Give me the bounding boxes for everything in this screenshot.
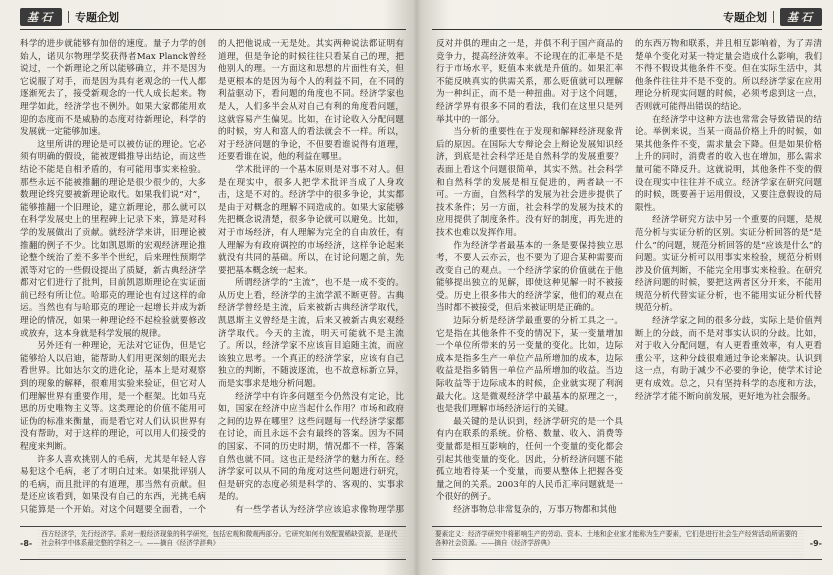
section-title: 专题企划 xyxy=(723,11,767,24)
body-paragraph: 这里所讲的理论是可以被仿证的理论。它必须有明确的假设，能被逻辑推导出结论，而这些结论不能是自相矛盾的，有可能用事实来检验。那些永远不能被推翻的理论是很少很少的，大多数理论终究要被新理论取代。如果我们说“对”，能够推翻一个旧理论，建立新理论，那么就可以在科学发展史上的里程碑上记录下来，算是对科学的发展做出了贡献。就经济学来讲，旧理论被推翻的例子不少。比如凯恩斯的宏观经济理论推论整个统治了差不多半个世纪，后来理性预期学派等对它的一些假设提出了质疑，新古典经济学都对它们进行了批判，目前凯恩斯理论在实证面前已经有所让位。哈耶克的理论也有过这样的命运。当然也有与哈耶克的理论一起增长并成为新理论的情况，如果一种理论经不起检验就要修改或放弃，这本身就是科学发展的规律。 xyxy=(20,139,206,339)
header-separator xyxy=(773,11,774,23)
body-paragraph: 的人把他说成一无是处。其实两种说法都证明有道理，但是争论的时候往往只看某自己的理，把他别人的理。一方面这和思想的片面性有关，但是更根本的是因为每个人的利益不同，在不同的利益驱动下，看问题的角度也不同。经济学家也是人，人们多半会从对自己有利的角度看问题，这就容易产生偏见。比如，在讨论收入分配问题的时候，穷人和富人的看法就会不一样。所以，对于经济问题的争论，不但要看谁说得有道理，还要看谁在说，他的利益在哪里。 xyxy=(218,39,404,163)
body-paragraph: 边际分析是经济学最重要的分析工具之一。它是指在其他条件不变的情况下，某一变量增加一个单位所带来的另一变量的变化。比如，边际成本是指多生产一单位产品所增加的成本，边际收益是指多销售一单位产品所增加的收益。当边际收益等于边际成本的时候，企业就实现了利润最大化。这是微观经济学中最基本的原理之一，也是我们理解市场经济运行的关键。 xyxy=(436,316,623,415)
right-page xyxy=(424,0,832,575)
body-paragraph: 学术批评的一个基本原则是对事不对人。但是在现实中，很多人把学术批评当成了人身攻击，这是不对的。经济学中的很多争论，其实都是由于对概念的理解不同造成的。如果大家能够先把概念说清楚，很多争论就可以避免。比如，对于市场经济，有人理解为完全的自由放任，有人理解为有政府调控的市场经济，这样争论起来就没有共同的基础。所以，在讨论问题之前，先要把基本概念统一起来。 xyxy=(218,164,404,276)
body-paragraph: 所谓经济学的“主流”，也不是一成不变的。从历史上看，经济学的主流学派不断更替。古典经济学曾经是主流，后来被新古典经济学取代，凯恩斯主义曾经是主流，后来又被新古典宏观经济学取代。今天的主流，明天可能就不是主流了。所以，经济学家不应该盲目追随主流，而应该独立思考。一个真正的经济学家，应该有自己独立的判断，不随波逐流，也不故意标新立异，而是实事求是地分析问题。 xyxy=(218,278,404,390)
header-rule xyxy=(20,29,406,30)
running-header xyxy=(723,8,822,26)
body-paragraph: 经济学家之间的很多分歧，实际上是价值判断上的分歧，而不是对事实认识的分歧。比如，对于收入分配问题，有人更看重效率，有人更看重公平，这种分歧很难通过争论来解决。认识到这一点，有助于减少不必要的争论，使学术讨论更有成效。总之，只有坚持科学的态度和方法，经济学才能不断向前发展，更好地为社会服务。 xyxy=(635,316,822,402)
body-paragraph: 另外还有一种理论，无法对它证伪，但是它能够给人以启迪，能帮助人们用更深刻的眼光去看世界。比如达尔文的进化论，基本上是对观察到的现象的解释，很难用实验来验证，但它对人们理解世界有重要作用，是一个框架。比如马克思的历史唯物主义等。这类理论的价值不能用可证伪的标准来衡量，而是看它对人们认识世界有没有帮助，对于这样的理论，可以用人们接受的程度来判断。 xyxy=(20,341,206,452)
text-columns xyxy=(436,38,822,516)
header-rule xyxy=(432,29,822,30)
body-paragraph: 许多人喜欢挑别人的毛病，尤其是年轻人容易犯这个毛病，老了才明白过来。如果批评别人的毛病，而且批评的有道理，那当然有贡献。但是还应该看到，如果没有自己的东西，光挑毛病只能算是一个开始。对这个问题要全面看，一个 xyxy=(20,454,206,515)
column-2 xyxy=(635,38,822,516)
body-paragraph: 在经济学中这种方法也常常会导致错误的结论。举例来说，当某一商品价格上升的时候，如果其他条件不变，需求量会下降。但是如果价格上升的同时，消费者的收入也在增加，那么需求量可能不降反升。这就说明，其他条件不变的假设在现实中往往并不成立。经济学家在研究问题的时候，既要善于运用假设，又要注意假设的局限性。 xyxy=(635,114,822,213)
page-number: -9- xyxy=(809,538,822,548)
left-page xyxy=(4,0,412,575)
running-header xyxy=(20,8,119,26)
page-footer xyxy=(20,526,406,560)
body-paragraph: 经济学研究方法中另一个重要的问题，是规范分析与实证分析的区别。实证分析回答的是“是什么”的问题，规范分析回答的是“应该是什么”的问题。实证分析可以用事实来检验，规范分析则涉及价值判断，不能完全用事实来检验。在研究经济问题的时候，要把这两者区分开来，不能用规范分析代替实证分析，也不能用实证分析代替规范分析。 xyxy=(635,215,822,314)
section-title: 专题企划 xyxy=(75,11,119,24)
body-paragraph: 经济事物总非常复杂的，万事万物都和其他 xyxy=(453,504,617,515)
brand-logo: 基石 xyxy=(20,8,62,26)
column-2 xyxy=(218,38,404,516)
body-paragraph: 的东西万物和联系，并且相互影响着，为了弄清楚单个变化对某一特定量会造成什么影响，我们不得不假设其他条件不变。但在实际生活中，其他条件往往并不是不变的。所以经济学家在应用理论分析现实问题的时候，必须考虑到这一点，否则就可能得出错误的结论。 xyxy=(635,39,822,112)
footnote-box: 要素定义：经济学研究中将影响生产的劳动、资本、土地和企业家才能称为生产要素，它们是进行社会生产经营活动所需要的各种社会资源。——摘自《经济学辞典》 xyxy=(432,529,804,558)
body-paragraph: 最关键的是认识到，经济学研究的是一个具有内在联系的系统。价格、数量、收入、消费等变量都是相互影响的，任何一个变量的变化都会引起其他变量的变化。因此，分析经济问题不能孤立地看待某一个变量，而要从整体上把握各变量之间的关系。2003年的人民币汇率问题就是一个很好的例子。 xyxy=(436,416,623,503)
brand-logo: 基石 xyxy=(780,8,822,26)
footnote-box: 西方经济学，先行经济学。系对一般经济现象的科学研究，包括宏观和微观两部分。它研究如何有效配置稀缺资源，是现代社会科学中体系最完整的学科之一。——摘自《经济学辞典》 xyxy=(38,529,406,558)
page-number: -8- xyxy=(20,538,33,548)
body-paragraph: 经济学中有许多问题至今仍然没有定论，比如，国家在经济中应当起什么作用？市场和政府之间的边界在哪里？这些问题每一代经济学家都在讨论，而且永远不会有最终的答案。因为不同的国家、不同的历史时期，情况都不一样，答案自然也就不同。这也正是经济学的魅力所在。经济学家可以从不同的角度对这些问题进行研究，但是研究的态度必须是科学的、客观的、实事求是的。 xyxy=(218,391,404,503)
text-columns xyxy=(20,38,404,516)
header-separator xyxy=(68,11,69,23)
body-paragraph: 科学的进步就能够有加倍的速度。量子力学的创始人，诺贝尔物理学奖获得者Max Planck曾经说过，一个新理论之所以能够确立，并不是因为它说服了对手，而是因为具有老观念的一代人都逐渐死去了，接受新观念的一代人成长起来。物理学如此，经济学也不例外。如果大家都能用欢迎的态度而不是威胁的态度对待新理论，科学的发展就一定能够加速。 xyxy=(20,39,206,138)
body-paragraph: 当分析的重要性在于发现和解释经济现象背后的原因。在国际大专辩论会上辩论发展知识经济，到底是社会科学还是自然科学的发展重要？表面上看这个问题很简单，其实不然。社会科学和自然科学的发展是相互促进的，两者缺一不可。一方面，自然科学的发展为社会进步提供了技术条件；另一方面，社会科学的发展为技术的应用提供了制度条件。没有好的制度，再先进的技术也难以发挥作用。 xyxy=(436,127,623,238)
page-footer xyxy=(432,526,822,560)
body-paragraph: 反对并俱的理由之一是，并俱不利于国产商品的竞争力，提高经济效率。不论现在的汇率是不是行于市场水平，贬值本来就是升值的。如果汇率不能反映真实的供需关系，那么贬值就可以理解为一种纠正，而不是一种扭曲。对于这个问题，经济学界有很多不同的看法，我们在这里只是列举其中的一部分。 xyxy=(436,39,623,125)
body-paragraph: 作为经济学者最基本的一条是要保持独立思考，不要人云亦云，也不要为了迎合某种需要而改变自己的观点。一个经济学家的价值就在于他能够提出独立的见解，即使这种见解一时不被接受。历史上很多伟大的经济学家，他们的观点在当时都不被接受，但后来被证明是正确的。 xyxy=(436,240,623,314)
column-1 xyxy=(20,38,206,516)
body-paragraph: 有一些学者认为经济学应该追求像物理学那 xyxy=(235,504,404,515)
column-1 xyxy=(436,38,623,516)
